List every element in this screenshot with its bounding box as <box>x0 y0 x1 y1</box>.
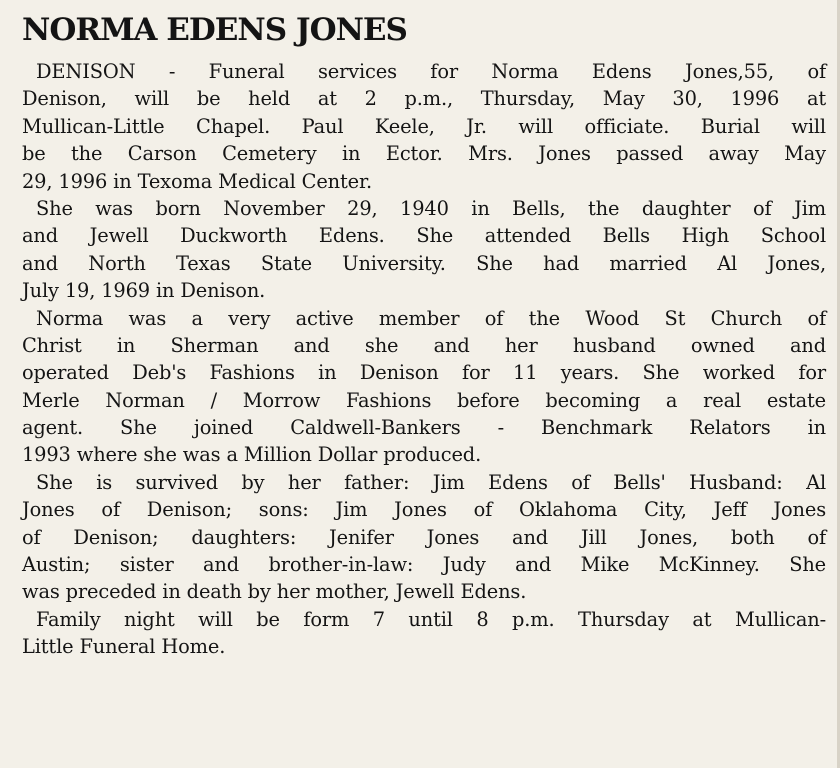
text-line: Mullican-Little Chapel. Paul Keele, Jr. will officiate. Burial will <box>22 114 826 138</box>
text-line: July 19, 1969 in Denison. <box>22 279 266 303</box>
text-line: She is survived by her father: Jim Edens of Bells' Husband: Al <box>36 470 826 494</box>
text-line: She was born November 29, 1940 in Bells, the daughter of Jim <box>36 196 826 220</box>
text-line: 29, 1996 in Texoma Medical Center. <box>22 169 372 193</box>
text-line: operated Deb's Fashions in Denison for 11 years. She worked for <box>22 361 826 385</box>
text-line: Jones of Denison; sons: Jim Jones of Oklahoma City, Jeff Jones <box>22 498 826 522</box>
text-line: Austin; sister and brother-in-law: Judy and Mike McKinney. She <box>22 553 826 577</box>
text-line: be the Carson Cemetery in Ector. Mrs. Jones passed away May <box>22 142 826 166</box>
text-line: agent. She joined Caldwell-Bankers - Benchmark Relators in <box>22 416 826 440</box>
paragraph-1 <box>22 58 826 195</box>
text-line: DENISON - Funeral services for Norma Edens Jones,55, of <box>36 60 826 83</box>
text-line: Little Funeral Home. <box>22 635 226 659</box>
text-line: Merle Norman / Morrow Fashions before becoming a real estate <box>22 388 826 412</box>
text-line: Denison, will be held at 2 p.m., Thursday, May 30, 1996 at <box>22 87 826 111</box>
text-line: and Jewell Duckworth Edens. She attended Bells High School <box>22 224 826 248</box>
text-line: Norma was a very active member of the Wood St Church of <box>36 306 826 330</box>
paragraph-3 <box>22 305 826 469</box>
text-line: of Denison; daughters: Jenifer Jones and Jill Jones, both of <box>22 525 826 549</box>
paragraph-5 <box>22 606 826 661</box>
text-line: Christ in Sherman and she and her husband owned and <box>22 333 826 357</box>
text-line: and North Texas State University. She had married Al Jones, <box>22 251 826 275</box>
paragraph-2 <box>22 195 826 305</box>
text-line: Family night will be form 7 until 8 p.m. Thursday at Mullican- <box>36 607 826 631</box>
paragraph-4 <box>22 469 826 606</box>
text-line: 1993 where she was a Million Dollar produced. <box>22 443 482 467</box>
headline: NORMA EDENS JONES <box>22 12 407 48</box>
text-line: was preceded in death by her mother, Jewell Edens. <box>22 580 527 604</box>
